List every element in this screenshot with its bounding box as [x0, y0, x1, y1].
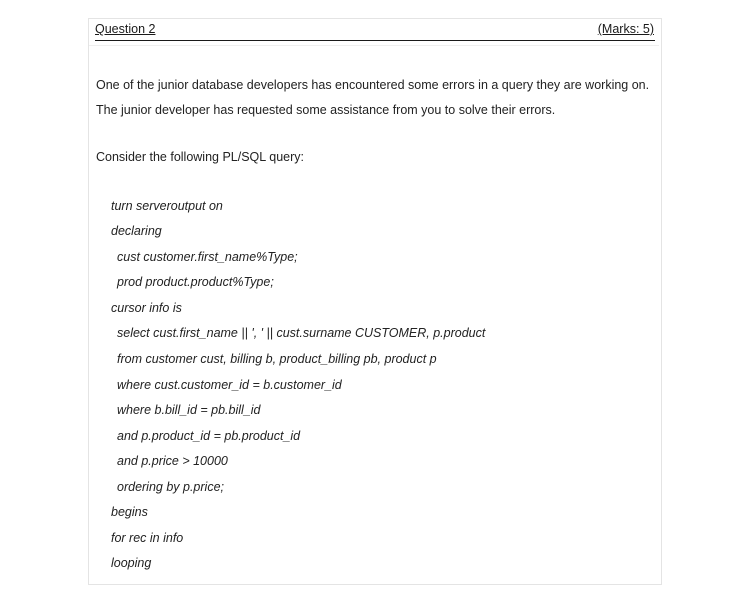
code-line: select cust.first_name || ', ' || cust.surname CUSTOMER, p.product: [117, 326, 486, 340]
code-line: declaring: [111, 224, 162, 238]
code-line: where b.bill_id = pb.bill_id: [117, 403, 261, 417]
code-line: cust customer.first_name%Type;: [117, 250, 298, 264]
code-line: and p.product_id = pb.product_id: [117, 429, 301, 443]
question-title: Question 2: [95, 22, 156, 36]
intro-paragraph: One of the junior database developers has encountered some errors in a query they are working on. The junior developer has requested some assistance from you to solve their errors.: [96, 78, 650, 117]
header-divider: [89, 45, 659, 46]
code-line: begins: [111, 505, 148, 519]
code-line: from customer cust, billing b, product_billing pb, product p: [117, 352, 437, 366]
code-line: prod product.product%Type;: [117, 275, 274, 289]
code-line: and p.price > 10000: [117, 454, 228, 468]
code-line: looping: [111, 556, 152, 570]
code-line: cursor info is: [111, 301, 182, 315]
code-line: ordering by p.price;: [117, 480, 225, 494]
question-header: [95, 22, 655, 41]
code-line: for rec in info: [111, 531, 184, 545]
question-page: [88, 18, 662, 585]
consider-paragraph: Consider the following PL/SQL query:: [96, 150, 304, 164]
marks-label: (Marks: 5): [597, 22, 654, 36]
code-line: turn serveroutput on: [111, 199, 223, 213]
code-line: where cust.customer_id = b.customer_id: [117, 378, 342, 392]
